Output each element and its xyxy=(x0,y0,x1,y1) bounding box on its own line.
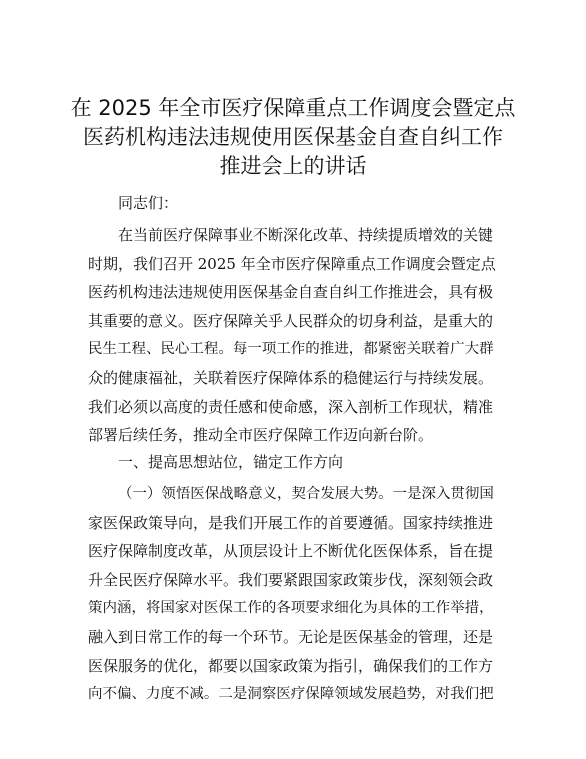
title-line-3: 推进会上的讲话 xyxy=(219,154,367,178)
paragraph-1-line: 民生工程、民心工程。每一项工作的推进，都紧密关联着广大群 xyxy=(88,341,494,358)
paragraph-2-line: 医保服务的优化，都要以国家政策为指引，确保我们的工作方 xyxy=(88,656,494,675)
paragraph-1-line: 时期，我们召开 2025 年全市医疗保障重点工作调度会暨定点 xyxy=(88,254,496,273)
paragraph-2-line: （一）领悟医保战略意义，契合发展大势。一是深入贯彻国 xyxy=(118,486,494,502)
paragraph-1 xyxy=(88,221,498,450)
paragraph-2-line: 医疗保障制度改革，从顶层设计上不断优化医保体系，旨在提 xyxy=(88,542,494,561)
paragraph-2 xyxy=(88,480,498,709)
paragraph-1-line: 其重要的意义。医疗保障关乎人民群众的切身利益，是重大的 xyxy=(88,311,494,330)
greeting: 同志们： xyxy=(118,194,179,212)
paragraph-2-line: 融入到日常工作的每一个环节。无论是医保基金的管理，还是 xyxy=(88,627,494,646)
document-title xyxy=(60,94,526,181)
paragraph-1-line: 在当前医疗保障事业不断深化改革、持续提质增效的关键 xyxy=(118,226,494,244)
paragraph-1-line: 部署后续任务，推动全市医疗保障工作迈向新台阶。 xyxy=(88,426,434,445)
paragraph-1-line: 我们必须以高度的责任感和使命感，深入剖析工作现状，精准 xyxy=(88,397,494,416)
paragraph-1-line: 众的健康福祉，关联着医疗保障体系的稳健运行与持续发展。 xyxy=(88,368,494,387)
title-line-2: 医药机构违法违规使用医保基金自查自纠工作 xyxy=(83,125,503,149)
paragraph-2-line: 策内涵，将国家对医保工作的各项要求细化为具体的工作举措， xyxy=(88,600,494,617)
paragraph-1-line: 医药机构违法违规使用医保基金自查自纠工作推进会，具有极 xyxy=(88,283,494,302)
section-heading-1: 一、提高思想站位，锚定工作方向 xyxy=(118,453,344,471)
paragraph-2-line: 升全民医疗保障水平。我们要紧跟国家政策步伐，深刻领会政 xyxy=(88,570,494,589)
title-line-1: 在 2025 年全市医疗保障重点工作调度会暨定点 xyxy=(70,96,516,120)
paragraph-2-line: 家医保政策导向，是我们开展工作的首要遵循。国家持续推进 xyxy=(88,513,494,532)
paragraph-2-line: 向不偏、力度不减。二是洞察医疗保障领域发展趋势，对我们把 xyxy=(88,686,494,703)
